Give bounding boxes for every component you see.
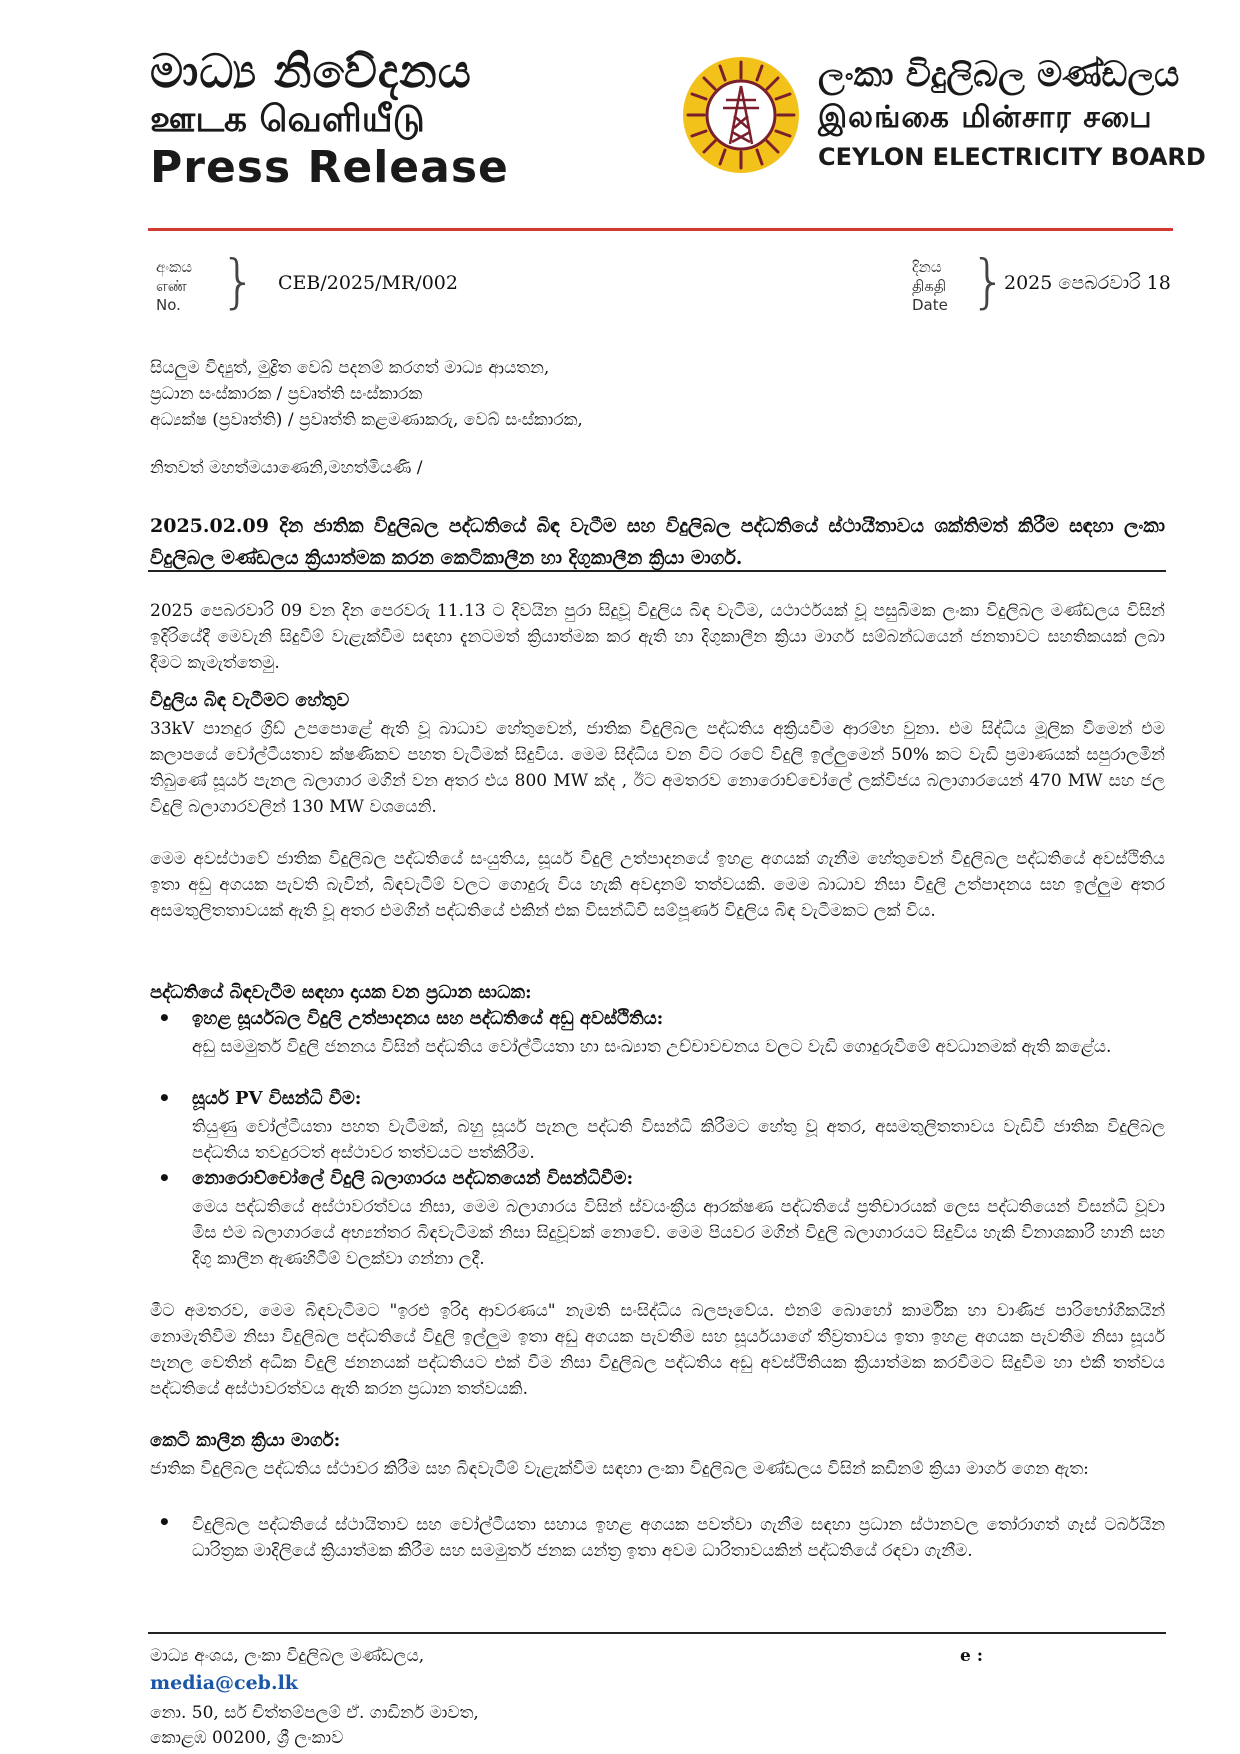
bullet-icon: • [158,1006,171,1030]
shortterm-item: විදුලිබල පද්ධතියේ ස්ථායිතාව සහ වෝල්ටීයතා සහාය ඉහළ අගයක පවත්වා ගැනීම සඳහා ප්‍රධාන ස්ථානවල තෝරාගත් ගෑස් ටර්බයින ධාරිත්‍රක මාදිලියේ ක්‍රියාත්මක කිරීම සහ සමමුර්ත ජනක යන්ත්‍ර ඉතා අවම ධාරිතාවයකින් පද්ධතියේ රඳවා ගැනීම. [192,1515,1165,1561]
intro-paragraph: 2025 පෙබරවාරි 09 වන දින පෙරවරු 11.13 ට දිවයින පුරා සිදුවූ විදුලිය බිඳ වැටීම, යථාර්ථයක් වූ පසුබිමක ලංකා විදුලිබල මණ්ඩලය විසින් ඉදිරියේදී මෙවැනි සිදුවීම් වැළැක්වීම සඳහා දැනටමත් ක්‍රියාත්මක කර ඇති හා දිගුකාලීන ක්‍රියා මාර්ග සම්බන්ධයෙන් ජනතාවට සහතිකයක් ලබා දීමට කැමැත්තෙමු. [150,601,1165,673]
masthead-sinhala: මාධ්‍ය නිවේදනය [150,44,472,98]
footer-department: මාධ්‍ය අංශය, ලංකා විදුලිබල මණ්ඩලය, [150,1646,425,1666]
footer-address-line: කොළඹ 00200, ශ්‍රී ලංකාව [150,1728,344,1748]
release-heading: 2025.02.09 දින ජාතික විදුලිබල පද්ධතියේ බිඳ වැටීම සහ විදුලිබල පද්ධතියේ ස්ථායීතාවය ශක්තිමත් කිරීම සඳහා ලංකා විදුලිබල මණ්ඩලය ක්‍රියාත්මක කරන කෙටිකාලීන හා දිගුකාලීන ක්‍රියා මාර්ග. [150,515,1165,569]
organization-name [818,55,1206,171]
factor-title: ඉහළ සූර්යබල විදුලි උත්පාදනය සහ පද්ධතියේ අඩු අවස්ථිතිය: [192,1008,664,1029]
heading-divider [148,570,1166,572]
addressee-line: සියලුම විද්‍යුත්, මුද්‍රිත වෙබ් පදනම් කරගත් මාධ්‍ය ආයතන, [150,358,550,378]
addressee-block [150,355,583,433]
footer-address-line: නො. 50, සර් චිත්තම්පලම් ඒ. ගාඩිනර් මාවත, [150,1703,479,1723]
masthead [150,44,509,193]
factor-title: සූර්ය PV විසන්ධි වීම: [192,1088,362,1109]
ref-label-en: No. [156,295,181,314]
date-brace-icon: } [970,247,1007,315]
shortterm-title: කෙටි කාලීන ක්‍රියා මාර්ග: [150,1430,341,1451]
org-sinhala: ලංකා විදුලිබල මණ්ඩලය [818,55,1180,95]
additional-paragraph: මීට අමතරව, මෙම බිඳවැටීමට "ඉරළු ඉරිදා ආවරණය" නැමති සංසිද්ධිය බලපෑවේය. එනම් බොහෝ කාර්මික හා වාණිජ පාරිභෝගිකයින් නොමැතිවීම නිසා විදුලිබල පද්ධතියේ විදුලි ඉල්ලුම ඉතා අඩු අගයක පැවතීම සහ සූර්යයාගේ තීව්‍රතාවය ඉතා ඉහළ අගයක පැවතීම නිසා සූර්ය පැනල වෙතින් අධික විදුලි ජනනයක් පද්ධතියට එක් වීම නිසා විදුලිබල පද්ධතිය අඩු අවස්ථිතියක ක්‍රියාත්මක කරවීමට සිදුවීම හා එකී තත්වය පද්ධතියේ අස්ථාවරත්වය ඇති කරන ප්‍රධාන තත්වයකි. [150,1301,1165,1399]
footer-email-label: e : [960,1646,984,1666]
bullet-icon: • [158,1166,171,1190]
footer-divider [148,1632,1166,1634]
ref-label-si: අංකය [156,258,193,276]
factor-title: නොරොච්චෝලේ විදුලි බලාගාරය පද්ධතයෙන් විසන්ධිවීම: [192,1168,634,1189]
addressee-line: අධ්‍යක්ෂ (ප්‍රවෘත්ති) / ප්‍රවෘත්ති කළමණාකරු, වෙබ් සංස්කාරක, [150,410,583,430]
bullet-icon: • [158,1510,171,1534]
cause-title: විදුලිය බිඳ වැටීමට හේතුව [150,690,350,711]
masthead-tamil: ஊடக வெளியீடு [150,99,425,140]
factor-body: තියුණු වෝල්ටීයතා පහත වැටීමක්, බහු සූර්ය පැනල පද්ධති විසන්ධි කිරීමට හේතු වූ අතර, අසමතුලිතතාවය වැඩිවී ජාතික විදුලිබල පද්ධතිය තවදුරටත් අස්ථාවර තත්වයට පත්කිරීම. [192,1117,1165,1163]
date-label-si: දිනය [912,258,942,276]
shortterm-intro: ජාතික විදුලිබල පද්ධතිය ස්ථාවර කිරීම සහ බිඳවැටීම් වැළැක්වීම සඳහා ලංකා විදුලිබල මණ්ඩලය විසින් කඩිනම් ක්‍රියා මාර්ග ගෙන ඇත: [150,1459,1089,1479]
cause-paragraph-2: මෙම අවස්ථාවේ ජාතික විදුලිබල පද්ධතියේ සංයුතිය, සූර්ය විදුලි උත්පාදනයේ ඉහළ අගයක් ගැනීම හේතුවෙන් විදුලිබල පද්ධතියේ අවස්ථිතිය ඉතා අඩු අගයක පැවති බැවින්, බිඳවැටීම් වලට ගොදුරු විය හැකි අවදානම් තත්වයකි. මෙම බාධාව නිසා විදුලි උත්පාදනය සහ ඉල්ලුම අතර අසමතුලිතතාවයක් ඇති වූ අතර එමගින් පද්ධතියේ එකින් එක විසන්ධිවී සම්පූර්ණ විදුලිය බිඳ වැටීමකට ලක් විය. [150,849,1165,921]
ref-labels [156,258,192,314]
release-date: 2025 පෙබරවාරි 18 [1004,272,1171,294]
org-tamil: இலங்கை மின்சார சபை [818,100,1153,135]
reference-number: CEB/2025/MR/002 [278,272,458,294]
factor-body: අඩු සමමුර්ත විදුලි ජනනය විසින් පද්ධතිය වෝල්ටීයතා හා සංඛ්‍යාත උච්චාවචනය වලට වැඩි ගොදුරුවීමේ අවධානමක් ඇති කළේය. [192,1037,1112,1057]
date-label-ta: திகதி [912,276,947,295]
factors-title: පද්ධතියේ බිඳවැටීම සඳහා දායක වන ප්‍රධාන සාධක: [150,982,532,1003]
footer-email-link[interactable]: media@ceb.lk [150,1672,298,1694]
factor-body: මෙය පද්ධතියේ අස්ථාවරත්වය නිසා, මෙම බලාගාරය විසින් ස්වයංක්‍රීය ආරක්ෂණ පද්ධතියේ ප්‍රතිචාරයක් ලෙස පද්ධතියෙන් විසන්ධි වූවා මිස එම බලාගාරයේ අභ්‍යන්තර බිඳවැටීමක් නිසා සිදුවූවක් නොවේ. මෙම පියවර මගින් විදුලි බලාගාරයට සිදුවිය හැකි විනාශකාරී හානි සහ දිගු කාලීන ඇණහිටීම් වලක්වා ගන්නා ලදී. [192,1197,1165,1269]
header-divider [148,228,1173,231]
masthead-english: Press Release [150,142,509,193]
ref-label-ta: எண் [156,276,187,295]
bullet-icon: • [158,1086,171,1110]
date-label-en: Date [912,295,948,314]
date-labels [912,258,948,314]
org-english: CEYLON ELECTRICITY BOARD [818,143,1206,171]
salutation: නිතවත් මහත්මයාණෙනි,මහත්මියණි / [150,458,423,478]
cause-paragraph-1: 33kV පානදුර ග්‍රිඩ් උපපොළේ ඇති වූ බාධාව හේතුවෙන්, ජාතික විදුලිබල පද්ධතිය අක්‍රියවීම ආරම්භ වුනා. එම සිද්ධිය මූලික වීමෙන් එම කලාපයේ වෝල්ටීයතාව ක්ෂණිකව පහත වැටීමක් සිදුවිය. මෙම සිද්ධිය වන විට රටේ විදුලි ඉල්ලුමෙන් 50% කට වැඩි ප්‍රමාණයක් සපුරාලමින් තිබුණේ සූර්ය පැනල බලාගාර මගින් වන අතර එය 800 MW ක්ද , ඊට අමතරව නොරොච්චෝලේ ලක්විජය බලාගාරයෙන් 470 MW සහ ජල විදුලි බලාගාරවලින් 130 MW වශයෙනි. [150,719,1165,817]
addressee-line: ප්‍රධාන සංස්කාරක / ප්‍රවෘත්ති සංස්කාරක [150,384,423,404]
ref-brace-icon: } [220,247,257,315]
ceb-logo-icon [682,56,800,174]
